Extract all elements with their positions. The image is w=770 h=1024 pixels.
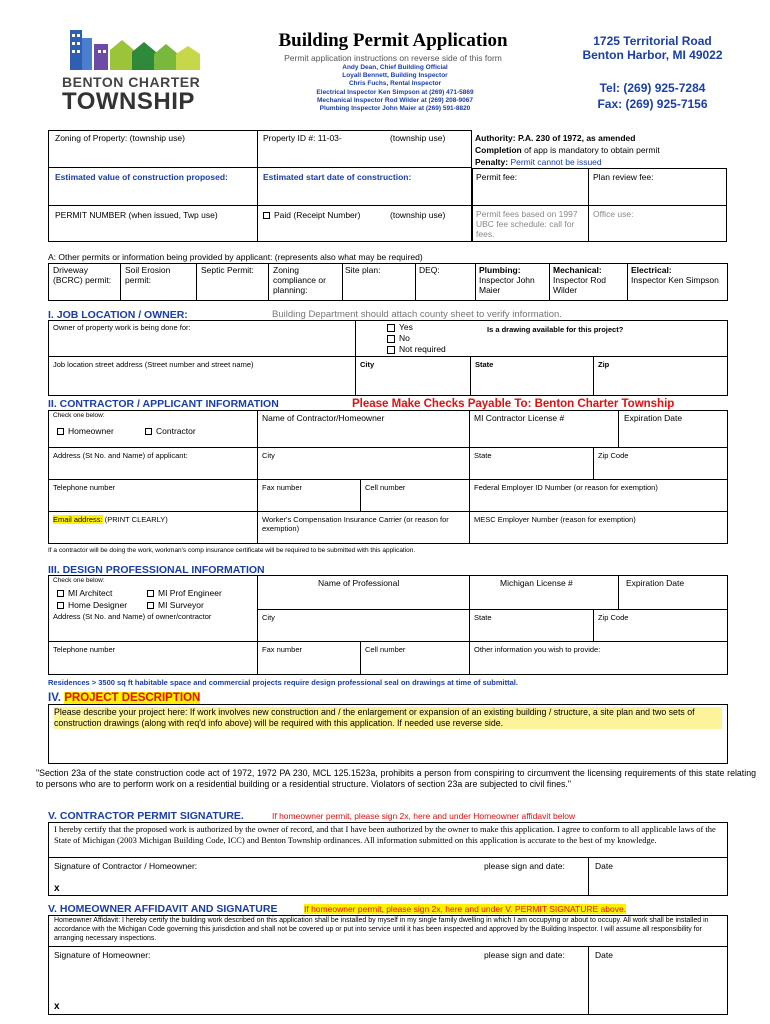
owner-field[interactable]: Owner of property work is being done for:: [53, 323, 191, 332]
site-plan-field[interactable]: Site plan:: [345, 265, 381, 275]
fees-note: Permit fees based on 1997 UBC fee schedule: call for fees.: [476, 209, 578, 239]
drawing-options: [387, 322, 446, 355]
not-required-checkbox[interactable]: [387, 346, 395, 354]
address-line1: 1725 Territorial Road: [593, 34, 712, 48]
contractor-checkbox[interactable]: [145, 428, 152, 435]
staff-line: Plumbing Inspector John Maier at (269) 591-8820: [319, 105, 471, 113]
zoning-compliance-field[interactable]: Zoning compliance or planning:: [273, 265, 326, 295]
other-info-field[interactable]: Other information you wish to provide:: [474, 645, 601, 654]
page-subtitle: Permit application instructions on reverse side of this form: [284, 53, 502, 63]
surveyor-checkbox[interactable]: [147, 602, 154, 609]
applicant-fax-field[interactable]: Fax number: [262, 483, 303, 492]
paid-checkbox[interactable]: [263, 212, 270, 219]
zoning-field[interactable]: Zoning of Property: (township use): [55, 133, 185, 143]
design-check-one-label: Check one below:: [53, 577, 105, 584]
paid-receipt-field[interactable]: [263, 210, 360, 220]
surveyor-option[interactable]: MI Surveyor: [147, 600, 204, 610]
homeowner-signature-label: Signature of Homeowner:: [54, 950, 151, 960]
applicant-telephone-field[interactable]: Telephone number: [53, 483, 116, 492]
completion-text: Completion of app is mandatory to obtain permit: [475, 145, 660, 155]
property-id-township-use: (township use): [390, 133, 446, 143]
prof-engineer-checkbox[interactable]: [147, 590, 154, 597]
residences-note: Residences > 3500 sq ft habitable space and commercial projects require design professional seal on drawings at time of submittal.: [48, 678, 518, 687]
contractor-signature-label: Signature of Contractor / Homeowner:: [54, 861, 198, 871]
contractor-name-field[interactable]: Name of Contractor/Homeowner: [262, 413, 385, 423]
applicant-cell-field[interactable]: Cell number: [365, 483, 406, 492]
contractor-title: II. CONTRACTOR / APPLICANT INFORMATION: [48, 398, 279, 410]
staff-line: Andy Dean, Chief Building Official: [342, 64, 448, 71]
electrical-inspector: Electrical: Inspector Ken Simpson: [631, 265, 719, 285]
county-sheet-note: Building Department should attach county sheet to verify information.: [272, 309, 562, 320]
homeowner-date-field[interactable]: Date: [595, 950, 613, 960]
homeowner-checkbox[interactable]: [57, 428, 64, 435]
office-use-field: Office use:: [593, 209, 634, 219]
fax-number: Fax: (269) 925-7156: [597, 97, 708, 111]
home-designer-option[interactable]: Home Designer: [57, 600, 127, 610]
design-state-field[interactable]: State: [474, 613, 492, 622]
contractor-certification: I hereby certify that the proposed work is authorized by the owner of record, and that I have been authorized by the owner to make this application. I agree to conform to all applicable laws of the State of Michigan (2003 Michigan Building Code, ICC) and Benton Township ordinances. All information submitted on this application is accurate to the best of my knowledge.: [54, 824, 716, 845]
estimated-start-field[interactable]: Estimated start date of construction:: [263, 172, 412, 182]
contractor-signature-note: If homeowner permit, please sign 2x, here and under Homeowner affidavit below: [272, 811, 576, 821]
contractor-signature-title: V. CONTRACTOR PERMIT SIGNATURE.: [48, 810, 244, 822]
staff-line: Electrical Inspector Ken Simpson at (269) 471-5869: [316, 88, 474, 96]
office-address: [565, 34, 740, 62]
contractor-option[interactable]: Contractor: [145, 426, 196, 436]
applicant-state-field[interactable]: State: [474, 451, 492, 460]
drawing-no[interactable]: No: [387, 333, 446, 344]
section-23a-notice: "Section 23a of the state construction code act of 1972, 1972 PA 230, MCL 125.1523a, prohibits a person from conspiring to circumvent the licensing requirements of this state relating to persons who are to perform work on a residential building or a residential structure. Violators of section 23a are subjected to civil fines.": [36, 768, 756, 789]
estimated-value-field[interactable]: Estimated value of construction proposed:: [55, 172, 228, 182]
job-location-title: I. JOB LOCATION / OWNER:: [48, 309, 188, 321]
township-logo: [62, 24, 212, 116]
mechanical-inspector: Mechanical: Inspector Rod Wilder: [553, 265, 606, 295]
other-permits-heading: A: Other permits or information being provided by applicant: (represents also what may be required): [48, 252, 423, 262]
plan-review-fee-field[interactable]: Plan review fee:: [593, 172, 654, 182]
professional-name-field[interactable]: Name of Professional: [318, 578, 400, 588]
page-title: Building Permit Application: [278, 30, 508, 51]
office-phones: [565, 80, 740, 112]
tel-number: Tel: (269) 925-7284: [599, 81, 706, 95]
penalty-text: Penalty: Permit cannot be issued: [475, 157, 602, 167]
michigan-license-field[interactable]: Michigan License #: [500, 578, 573, 588]
homeowner-signature-line[interactable]: x: [54, 1001, 60, 1012]
architect-checkbox[interactable]: [57, 590, 64, 597]
prof-engineer-option[interactable]: MI Prof Engineer: [147, 588, 222, 598]
zip-field[interactable]: Zip: [598, 360, 610, 369]
homeowner-option[interactable]: Homeowner: [57, 426, 114, 436]
home-designer-checkbox[interactable]: [57, 602, 64, 609]
logo-line2: TOWNSHIP: [62, 88, 195, 115]
design-cell-field[interactable]: Cell number: [365, 645, 406, 654]
design-fax-field[interactable]: Fax number: [262, 645, 303, 654]
drawing-not-required[interactable]: Not required: [387, 344, 446, 355]
staff-list: [270, 64, 520, 113]
applicant-city-field[interactable]: City: [262, 451, 275, 460]
applicant-email-field[interactable]: Email address: (PRINT CLEARLY): [53, 515, 168, 524]
homeowner-please-sign: please sign and date:: [484, 950, 565, 960]
project-description-title: IV. PROJECT DESCRIPTION: [48, 692, 201, 704]
street-address-field[interactable]: Job location street address (Street number and street name): [53, 360, 254, 369]
contractor-expiration-field[interactable]: Expiration Date: [624, 413, 683, 423]
yes-checkbox[interactable]: [387, 324, 395, 332]
project-instructions: Please describe your project here: If work involves new construction and / the enlargement or expansion of an existing building / structure, a site plan and two sets of construction drawings (along with req'd info above) will be required with this application. If needed use reverse side.: [54, 707, 722, 729]
address-line2: Benton Harbor, MI 49022: [582, 48, 723, 62]
paid-label: Paid (Receipt Number): [274, 210, 361, 220]
permit-number-field[interactable]: PERMIT NUMBER (when issued, Twp use): [55, 210, 218, 220]
design-professional-title: III. DESIGN PROFESSIONAL INFORMATION: [48, 564, 265, 576]
homeowner-affidavit-note: If homeowner permit, please sign 2x, here and under V. PERMIT SIGNATURE above.: [304, 904, 627, 914]
workers-comp-field[interactable]: Worker's Compensation Insurance Carrier (or reason for exemption): [262, 515, 449, 533]
workers-comp-note: If a contractor will be doing the work, workman's comp insurance certificate will be required to be submitted with this application.: [48, 547, 416, 554]
staff-line: Mechanical Inspector Rod Wilder at (269) 208-9067: [317, 96, 473, 104]
permit-fee-field[interactable]: Permit fee:: [476, 172, 518, 182]
check-one-label: Check one below:: [53, 412, 105, 419]
design-zip-field[interactable]: Zip Code: [598, 613, 629, 622]
plumbing-inspector: Plumbing: Inspector John Maier: [479, 265, 535, 295]
staff-line: Chris Fuchs, Rental Inspector: [348, 80, 442, 88]
applicant-address-field[interactable]: Address (St No. and Name) of applicant:: [53, 451, 188, 460]
logo-line1: BENTON CHARTER: [62, 74, 201, 90]
fein-field[interactable]: Federal Employer ID Number (or reason for exemption): [474, 483, 658, 492]
design-address-field[interactable]: Address (St No. and Name) of owner/contractor: [53, 612, 212, 621]
checks-payable-note: Please Make Checks Payable To: Benton Charter Township: [352, 398, 675, 410]
city-field[interactable]: City: [360, 360, 375, 369]
deq-field[interactable]: DEQ:: [419, 265, 440, 275]
design-telephone-field[interactable]: Telephone number: [53, 645, 116, 654]
architect-option[interactable]: MI Architect: [57, 588, 112, 598]
top-grid: [48, 130, 472, 242]
homeowner-affidavit-text: Homeowner Affidavit: I hereby certify the building work described on this application shall be installed by myself in my single family dwelling in which I am occupying or about to occupy. All work shall be installed in accordance with the Michigan Code governing this jurisdiction and shall not be covered up or put into service until it has been inspected and approved by the Building Inspector. I will assume all responsibility for arranging necessary inspections.: [54, 917, 709, 942]
homeowner-affidavit-title: V. HOMEOWNER AFFIDAVIT AND SIGNATURE: [48, 903, 278, 915]
contractor-please-sign: please sign and date:: [484, 861, 565, 871]
property-id-field[interactable]: Property ID #: 11-03-: [263, 133, 342, 143]
paid-township-use: (township use): [390, 210, 446, 220]
state-field[interactable]: State: [475, 360, 494, 369]
design-expiration-field[interactable]: Expiration Date: [626, 578, 685, 588]
contractor-license-field[interactable]: MI Contractor License #: [474, 413, 565, 423]
contractor-date-field[interactable]: Date: [595, 861, 613, 871]
drawing-question: Is a drawing available for this project?: [487, 325, 624, 334]
contractor-signature-line[interactable]: x: [54, 883, 60, 894]
driveway-permit-field[interactable]: Driveway (BCRC) permit:: [53, 265, 112, 285]
mesc-field[interactable]: MESC Employer Number (reason for exemption): [474, 515, 636, 524]
drawing-yes[interactable]: Yes: [387, 322, 446, 333]
township-skyline-icon: [62, 24, 212, 74]
applicant-zip-field[interactable]: Zip Code: [598, 451, 629, 460]
staff-line: Loyall Bennett, Building Inspector: [342, 72, 448, 80]
septic-permit-field[interactable]: Septic Permit:: [201, 265, 254, 275]
no-checkbox[interactable]: [387, 335, 395, 343]
authority-text: Authority: P.A. 230 of 1972, as amended: [475, 133, 636, 143]
soil-erosion-field[interactable]: Soil Erosion permit:: [125, 265, 171, 285]
design-city-field[interactable]: City: [262, 613, 275, 622]
